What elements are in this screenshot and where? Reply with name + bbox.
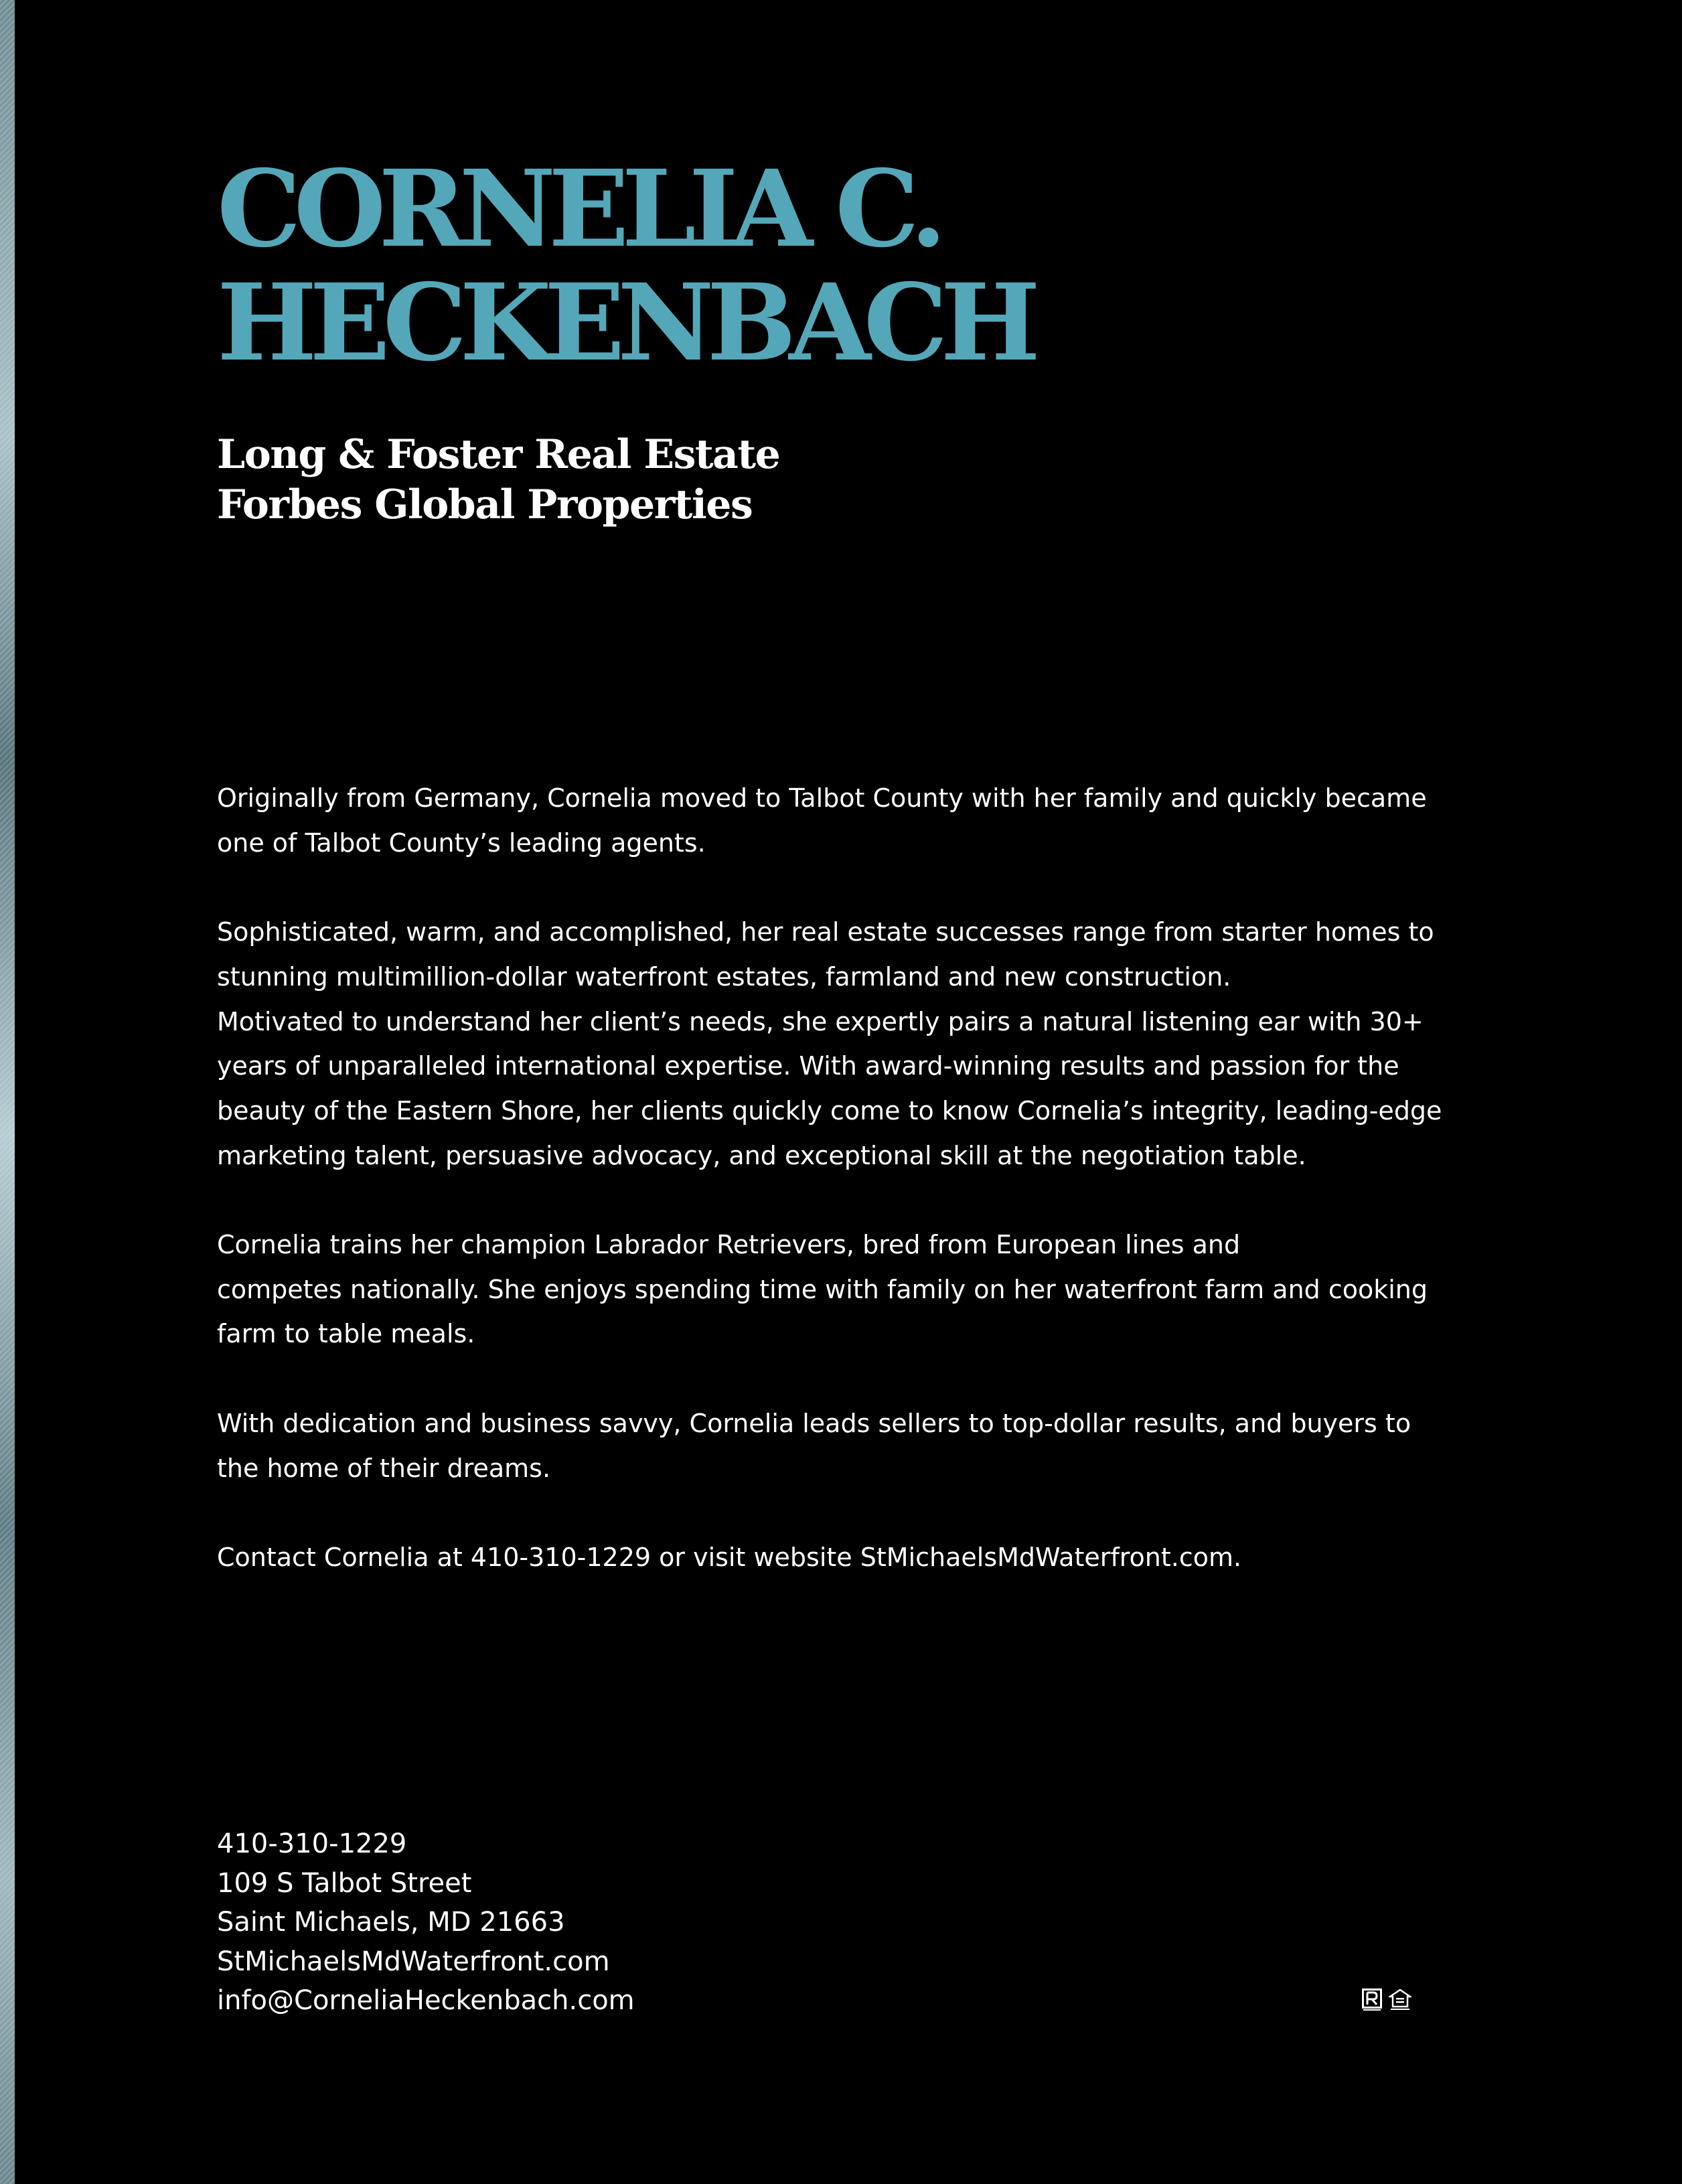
bio-line: Cornelia trains her champion Labrador Retrievers, bred from European lines and: [217, 1230, 1241, 1259]
brokerage-line-1: Long & Foster Real Estate: [217, 431, 780, 478]
brokerage: [217, 430, 779, 530]
bio-line: one of Talbot County’s leading agents.: [217, 828, 706, 858]
realtor-icon: [1362, 1988, 1382, 2011]
agent-profile-page: [217, 0, 1489, 2184]
equal-housing-icon: [1389, 1988, 1411, 2011]
bio-paragraph: [217, 776, 1449, 865]
bio-line: Contact Cornelia at 410-310-1229 or visit website StMichaelsMdWaterfront.com.: [217, 1542, 1242, 1572]
contact-street: 109 S Talbot Street: [217, 1867, 472, 1899]
bio-line: Motivated to understand her client’s needs, she expertly pairs a natural listening ear with 30+: [217, 1006, 1424, 1036]
agent-name-line-2: HECKENBACH: [217, 261, 1033, 385]
bio-line: Originally from Germany, Cornelia moved to Talbot County with her family and quickly became: [217, 783, 1427, 813]
bio-line: marketing talent, persuasive advocacy, and exceptional skill at the negotiation table.: [217, 1140, 1306, 1170]
bio-line: competes nationally. She enjoys spending time with family on her waterfront farm and cooking: [217, 1274, 1428, 1304]
contact-phone: 410-310-1229: [217, 1828, 407, 1859]
decorative-edge-strip: [0, 0, 15, 2184]
compliance-logos: [1362, 1988, 1411, 2011]
bio-paragraph: [217, 1401, 1449, 1490]
contact-block: [217, 1824, 635, 2021]
bio-section: [217, 776, 1449, 1624]
brokerage-line-2: Forbes Global Properties: [217, 481, 753, 528]
bio-paragraph: [217, 1223, 1449, 1356]
bio-line: beauty of the Eastern Shore, her clients quickly come to know Cornelia’s integrity, leading-edge: [217, 1095, 1442, 1125]
bio-line: years of unparalleled international expertise. With award-winning results and passion for the: [217, 1051, 1399, 1081]
bio-line: With dedication and business savvy, Cornelia leads sellers to top-dollar results, and buyers to: [217, 1408, 1411, 1438]
contact-website: StMichaelsMdWaterfront.com: [217, 1946, 610, 1977]
agent-name-line-1: CORNELIA C.: [217, 147, 940, 271]
bio-line: the home of their dreams.: [217, 1453, 551, 1483]
bio-paragraph: [217, 910, 1449, 1178]
agent-name: [217, 147, 1033, 385]
contact-email: info@CorneliaHeckenbach.com: [217, 1985, 635, 2016]
bio-line: stunning multimillion-dollar waterfront estates, farmland and new construction.: [217, 961, 1231, 992]
bio-line: farm to table meals.: [217, 1319, 475, 1349]
contact-city-state-zip: Saint Michaels, MD 21663: [217, 1907, 565, 1938]
bio-line: Sophisticated, warm, and accomplished, her real estate successes range from starter homes to: [217, 917, 1434, 947]
bio-contact-paragraph: [217, 1535, 1449, 1580]
